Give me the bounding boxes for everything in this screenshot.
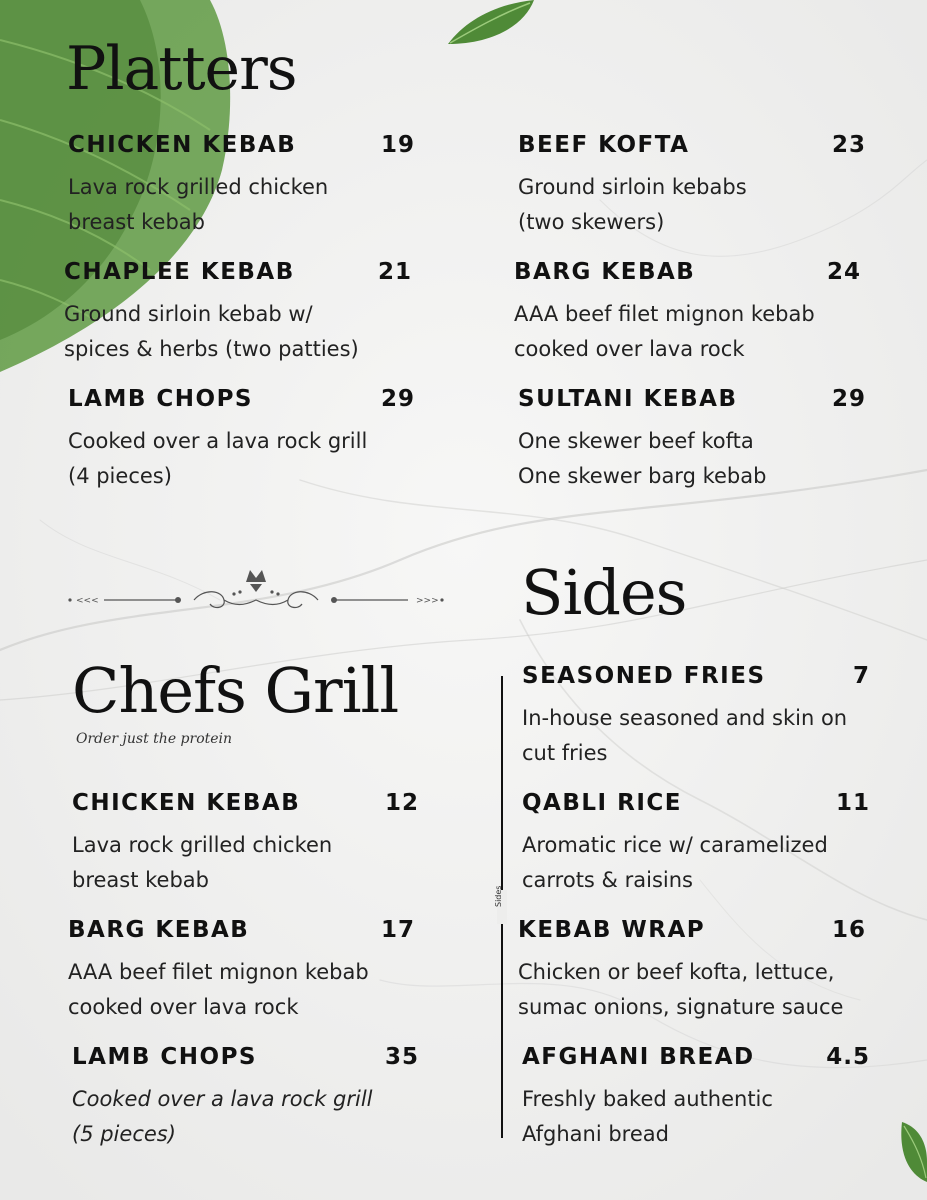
- item-name: LAMB CHOPS: [68, 386, 253, 412]
- item-description: Freshly baked authentic Afghani bread: [522, 1087, 773, 1146]
- item-price: 7: [852, 663, 870, 689]
- menu-item: [72, 790, 419, 900]
- svg-text:<<<: <<<: [76, 596, 99, 606]
- item-price: 24: [826, 259, 861, 285]
- item-name: CHICKEN KEBAB: [72, 790, 301, 816]
- item-price: 11: [835, 790, 870, 816]
- item-name: BEEF KOFTA: [518, 132, 690, 158]
- item-name: AFGHANI BREAD: [522, 1044, 755, 1070]
- svg-text:>>>: >>>: [416, 596, 439, 606]
- item-price: 12: [384, 790, 419, 816]
- menu-item: [518, 917, 866, 1027]
- menu-item: [72, 1044, 419, 1154]
- item-description: Aromatic rice w/ caramelized carrots & raisins: [522, 833, 828, 892]
- item-description: One skewer beef kofta One skewer barg kebab: [518, 429, 767, 488]
- menu-item: [518, 386, 866, 496]
- crown-scroll-ornament-icon: [64, 566, 448, 618]
- item-description: Lava rock grilled chicken breast kebab: [72, 833, 333, 892]
- item-price: 23: [831, 132, 866, 158]
- item-price: 4.5: [826, 1044, 870, 1070]
- menu-item: [522, 663, 870, 773]
- item-price: 17: [380, 917, 415, 943]
- item-description: AAA beef filet mignon kebab cooked over lava rock: [68, 960, 369, 1019]
- chefs-grill-subtitle: Order just the protein: [76, 731, 233, 747]
- menu-item: [68, 132, 415, 242]
- menu-item: [518, 132, 866, 242]
- item-price: 16: [831, 917, 866, 943]
- item-price: 35: [384, 1044, 419, 1070]
- item-price: 19: [380, 132, 415, 158]
- item-price: 21: [377, 259, 412, 285]
- sides-title: Sides: [521, 556, 687, 629]
- item-description: Ground sirloin kebab w/ spices & herbs (two patties): [64, 302, 359, 361]
- item-description: Cooked over a lava rock grill (4 pieces): [68, 429, 368, 488]
- menu-item: [68, 386, 415, 496]
- item-description: In-house seasoned and skin on cut fries: [522, 706, 848, 765]
- menu-item: [68, 917, 415, 1027]
- item-description: AAA beef filet mignon kebab cooked over lava rock: [514, 302, 815, 361]
- item-name: SEASONED FRIES: [522, 663, 766, 689]
- small-leaf-icon: [898, 1122, 927, 1182]
- item-description: Cooked over a lava rock grill (5 pieces): [72, 1087, 373, 1146]
- item-name: KEBAB WRAP: [518, 917, 706, 943]
- item-price: 29: [831, 386, 866, 412]
- item-name: SULTANI KEBAB: [518, 386, 738, 412]
- menu-item: [64, 259, 412, 369]
- platters-title: Platters: [66, 34, 297, 104]
- menu-item: [514, 259, 861, 369]
- item-name: CHICKEN KEBAB: [68, 132, 297, 158]
- small-leaf-icon: [446, 0, 536, 48]
- item-description: Ground sirloin kebabs (two skewers): [518, 175, 747, 234]
- item-description: Chicken or beef kofta, lettuce, sumac onions, signature sauce: [518, 960, 844, 1019]
- menu-item: [522, 1044, 870, 1154]
- item-description: Lava rock grilled chicken breast kebab: [68, 175, 329, 234]
- divider-label: Sides: [494, 885, 503, 907]
- item-name: QABLI RICE: [522, 790, 682, 816]
- item-name: BARG KEBAB: [68, 917, 250, 943]
- item-name: BARG KEBAB: [514, 259, 696, 285]
- menu-item: [522, 790, 870, 900]
- item-name: LAMB CHOPS: [72, 1044, 257, 1070]
- item-price: 29: [380, 386, 415, 412]
- item-name: CHAPLEE KEBAB: [64, 259, 295, 285]
- chefs-grill-title: Chefs Grill: [72, 654, 399, 727]
